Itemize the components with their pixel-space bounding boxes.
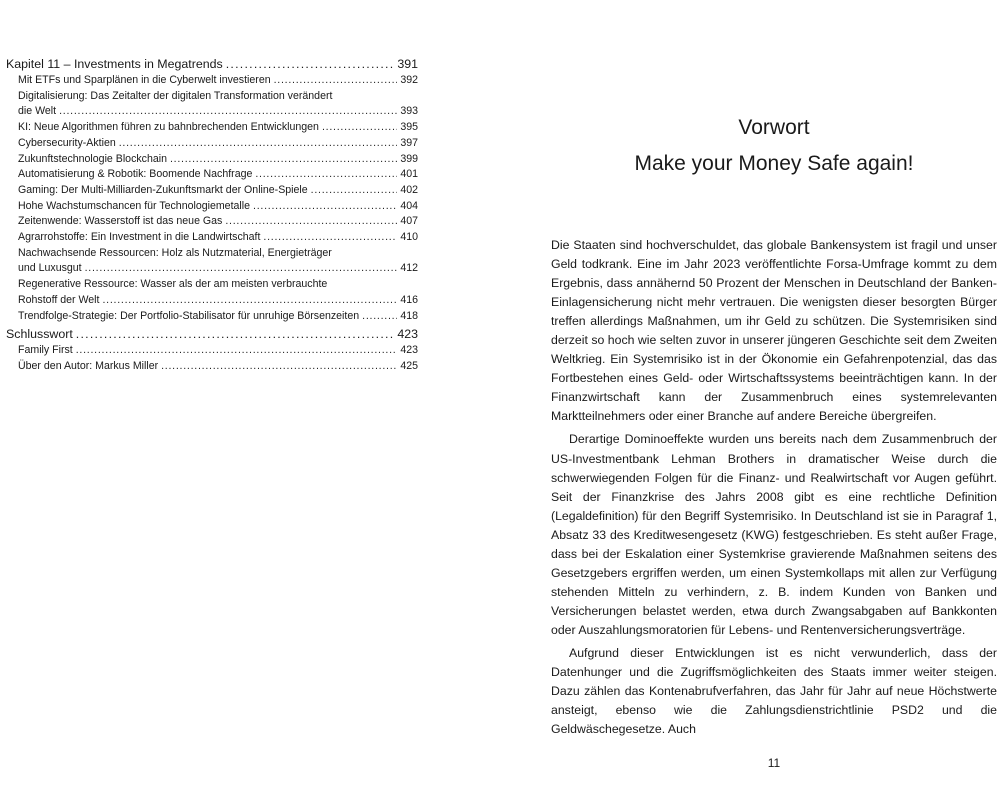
toc-entry-page: 410: [400, 231, 418, 244]
toc-entry-page: 391: [397, 57, 418, 71]
page-title: Vorwort: [738, 116, 810, 139]
toc-entry-first-line[interactable]: Nachwachsende Ressourcen: Holz als Nutzmaterial, Energieträger: [18, 246, 332, 259]
preface-body: [551, 236, 997, 739]
toc-leader-dots: [311, 183, 398, 199]
toc-entry[interactable]: [6, 293, 418, 309]
toc-entry-title: Rohstoff der Welt: [18, 293, 100, 306]
toc-entry[interactable]: [6, 73, 418, 89]
preface-page: [551, 110, 997, 739]
table-of-contents: [6, 56, 418, 375]
toc-entry-first-line[interactable]: Regenerative Ressource: Wasser als der am meisten verbrauchte: [18, 278, 328, 291]
paragraph: Derartige Dominoeffekte wurden uns bereits nach dem Zusammenbruch der US-Investmentbank Lehman Brothers in dramatischer Weise durch die schwerwiegenden Folgen für die Finanz- und Realwirtschaft vor Augen geführt. Seit der Finanzkrise des Jahrs 2008 gibt es eine rechtliche Definition (Legaldefinition) für den Begriff Systemrisiko. In Deutschland ist sie in Paragraf 1, Absatz 33 des Kreditwesengesetz (KWG) festgeschrieben. Es steht außer Frage, dass bei der Eskalation einer Systemkrise gravierende Maßnahmen seitens des Gesetzgebers ergriffen werden, um einen Systemkollaps mit allen zur Verfügung stehenden Mitteln zu verhindern, z. B. indem Kunden von Banken und Versicherungen belastet werden, etwa durch Zwangsabgaben auf Bankkonten oder Auszahlungsmoratorien für Lebens- und Rentenversicherungsverträge.: [551, 432, 997, 637]
toc-entry-title: Automatisierung & Robotik: Boomende Nachfrage: [18, 168, 253, 181]
toc-entry[interactable]: [6, 199, 418, 215]
page-number: 11: [767, 756, 781, 770]
toc-leader-dots: [76, 343, 398, 359]
toc-entry-page: 423: [397, 327, 418, 342]
toc-entry-page: 416: [400, 293, 418, 306]
toc-entry-title: und Luxusgut: [18, 262, 82, 275]
toc-entry-title: Über den Autor: Markus Miller: [18, 359, 159, 372]
toc-leader-dots: [161, 359, 397, 375]
toc-entry-title: Cybersecurity-Aktien: [18, 136, 116, 149]
toc-entry-page: 393: [400, 105, 418, 118]
toc-entry-title: Trendfolge-Strategie: Der Portfolio-Stabilisator für unruhige Börsenzeiten: [18, 309, 360, 322]
toc-leader-dots: [170, 152, 397, 168]
toc-leader-dots: [102, 293, 397, 309]
toc-leader-dots: [76, 326, 395, 343]
toc-entry-title: Gaming: Der Multi-Milliarden-Zukunftsmarkt der Online-Spiele: [18, 183, 308, 196]
toc-entry[interactable]: [6, 167, 418, 183]
toc-entry-page: 404: [400, 199, 418, 212]
toc-leader-dots: [59, 104, 397, 120]
toc-leader-dots: [255, 167, 397, 183]
toc-entry-page: 412: [400, 262, 418, 275]
toc-entry[interactable]: [6, 152, 418, 168]
toc-entry[interactable]: [6, 343, 418, 359]
toc-entry-title: Schlusswort: [6, 327, 73, 342]
toc-entry-first-line[interactable]: Digitalisierung: Das Zeitalter der digitalen Transformation verändert: [18, 89, 333, 102]
toc-entry[interactable]: [6, 261, 418, 277]
toc-entry-title: Hohe Wachstumschancen für Technologiemetalle: [18, 199, 251, 212]
toc-entry-title: KI: Neue Algorithmen führen zu bahnbrechenden Entwicklungen: [18, 121, 319, 134]
toc-entry-page: 418: [400, 309, 418, 322]
toc-leader-dots: [322, 120, 397, 136]
toc-chapter-entry[interactable]: [6, 56, 418, 73]
toc-entry-title: Zeitenwende: Wasserstoff ist das neue Gas: [18, 215, 223, 228]
toc-leader-dots: [226, 56, 395, 73]
toc-leader-dots: [253, 199, 397, 215]
toc-entry-page: 399: [400, 152, 418, 165]
toc-leader-dots: [263, 230, 397, 246]
toc-entry-page: 395: [400, 121, 418, 134]
toc-leader-dots: [119, 136, 398, 152]
toc-entry-title: Kapitel 11 – Investments in Megatrends: [6, 57, 223, 71]
toc-entry-page: 392: [400, 74, 418, 86]
toc-entry[interactable]: [6, 214, 418, 230]
paragraph: Die Staaten sind hochverschuldet, das globale Bankensystem ist fragil und unser Geld todkrank. Eine im Jahr 2023 veröffentlichte Forsa-Umfrage kommt zu dem Ergebnis, dass annähernd 50 Prozent der Menschen in Deutschland der Banken-Einlagensicherung nicht mehr vertrauen. Die wenigsten dieser besorgten Bürger treffen allerdings Maßnahmen, um ihr Geld zu schützen. Die Systemrisiken sind derzeit so hoch wie selten zuvor in unserer jüngeren Geschichte seit dem Zweiten Weltkrieg. Ein Systemrisiko ist in der Ökonomie ein Gefahrenpotenzial, das das Fortbestehen eines Geld- oder Wirtschaftssystems beeinträchtigen kann. In der Finanzwirtschaft kann der Zusammenbruch eines systemrelevanten Marktteilnehmers oder einer Branche auf andere Bereiche übergreifen.: [551, 238, 997, 424]
toc-entry-title: die Welt: [18, 105, 57, 118]
toc-entry-page: 397: [400, 136, 418, 149]
toc-entry[interactable]: [6, 136, 418, 152]
toc-entry-page: 402: [400, 183, 418, 196]
paragraph: Aufgrund dieser Entwicklungen ist es nicht verwunderlich, dass der Datenhunger und die Zugriffsmöglichkeiten des Staats immer weiter steigen. Dazu zählen das Kontenabrufverfahren, das Jahr für Jahr auf neue Höchstwerte ansteigt, ebenso wie die Zahlungsdienstrichtlinie PSD2 und die Geldwäschegesetze. Auch: [551, 645, 997, 737]
toc-leader-dots: [85, 261, 398, 277]
toc-entry-title: Agrarrohstoffe: Ein Investment in die Landwirtschaft: [18, 231, 261, 244]
toc-entry-title: Zukunftstechnologie Blockchain: [18, 152, 167, 165]
toc-entry[interactable]: [6, 230, 418, 246]
toc-entry[interactable]: [6, 309, 418, 325]
toc-entry[interactable]: [6, 359, 418, 375]
toc-entry[interactable]: [6, 120, 418, 136]
toc-leader-dots: [274, 73, 398, 89]
page-subtitle: Make your Money Safe again!: [634, 152, 914, 175]
toc-chapter-entry[interactable]: [6, 326, 418, 343]
toc-entry[interactable]: [6, 104, 418, 120]
toc-entry-page: 423: [400, 344, 418, 357]
toc-entry-page: 425: [400, 359, 418, 372]
toc-leader-dots: [225, 214, 397, 230]
toc-entry-page: 401: [400, 168, 418, 181]
toc-entry-title: Family First: [18, 344, 73, 357]
toc-entry-page: 407: [400, 215, 418, 228]
toc-entry[interactable]: [6, 183, 418, 199]
toc-leader-dots: [362, 309, 397, 325]
toc-entry-title: Mit ETFs und Sparplänen in die Cyberwelt investieren: [18, 74, 271, 86]
